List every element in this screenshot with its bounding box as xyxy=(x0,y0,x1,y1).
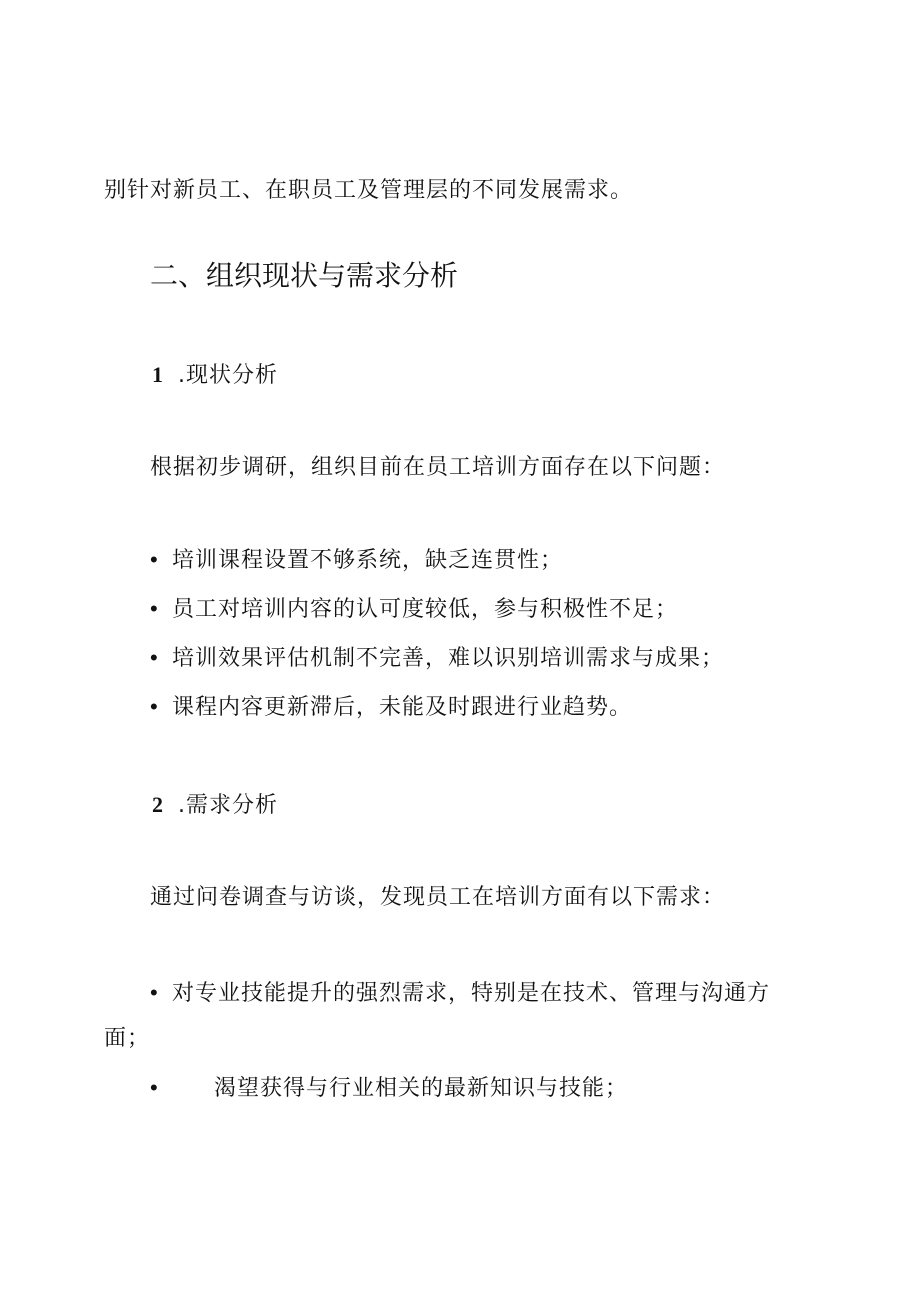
bullet-icon: • xyxy=(150,980,159,1005)
list-item-continuation-text: 面； xyxy=(104,1026,151,1051)
list-item-text: 培训效果评估机制不完善，难以识别培训需求与成果； xyxy=(172,646,725,671)
subsection-number: 2 xyxy=(152,792,164,817)
subsection-heading-needs xyxy=(152,790,278,821)
list-item-text: 对专业技能提升的强烈需求，特别是在技术、管理与沟通方 xyxy=(172,981,771,1006)
list-item xyxy=(150,692,632,723)
subsection-heading-current-status xyxy=(152,360,278,391)
needs-lead-paragraph: 通过问卷调查与访谈，发现员工在培训方面有以下需求： xyxy=(150,885,726,910)
list-item xyxy=(150,978,770,1009)
subsection-title: .需求分析 xyxy=(178,793,278,818)
bullet-icon: • xyxy=(150,547,159,572)
list-item xyxy=(150,594,678,625)
intro-continuation-text: 别针对新员工、在职员工及管理层的不同发展需求。 xyxy=(104,178,634,203)
bullet-icon: • xyxy=(150,645,159,670)
list-item xyxy=(150,643,724,674)
bullet-icon: • xyxy=(150,596,159,621)
list-item-text: 课程内容更新滞后，未能及时跟进行业趋势。 xyxy=(172,695,633,720)
bullet-icon: • xyxy=(150,694,159,719)
subsection-number: 1 xyxy=(152,362,164,387)
bullet-icon: • xyxy=(150,1075,159,1100)
section-heading: 二、组织现状与需求分析 xyxy=(150,259,459,292)
subsection-title: .现状分析 xyxy=(178,363,278,388)
list-item xyxy=(150,1073,628,1104)
list-item-text: 员工对培训内容的认可度较低，参与积极性不足； xyxy=(172,597,679,622)
status-lead-paragraph: 根据初步调研，组织目前在员工培训方面存在以下问题： xyxy=(150,455,726,480)
list-item-text: 培训课程设置不够系统，缺乏连贯性； xyxy=(172,548,564,573)
list-item-text: 渴望获得与行业相关的最新知识与技能； xyxy=(214,1076,629,1101)
list-item xyxy=(150,545,563,576)
